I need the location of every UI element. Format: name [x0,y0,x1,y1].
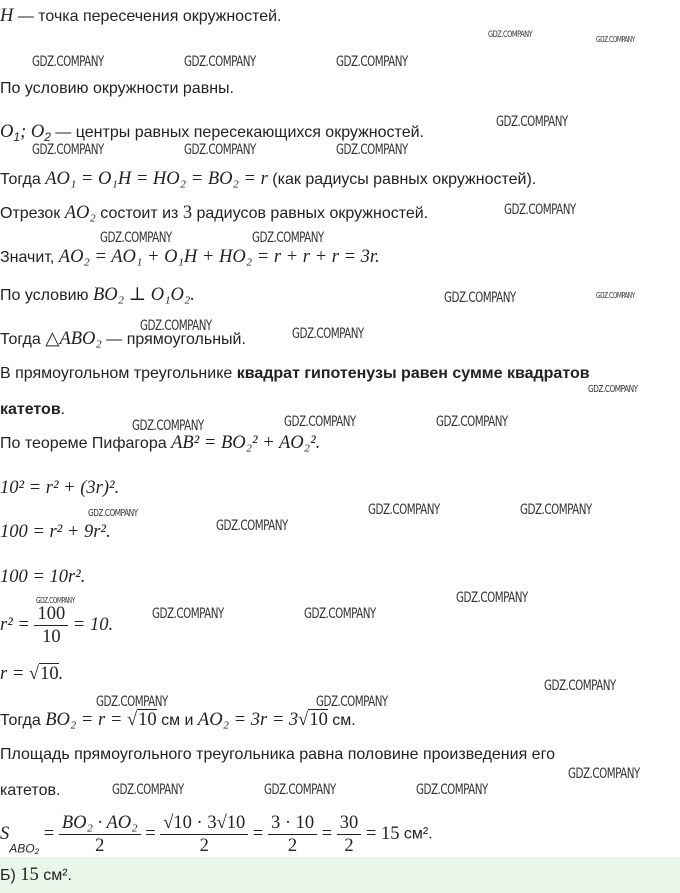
watermark: GDZ.COMPANY [368,502,440,518]
math: = 10. [68,615,114,635]
watermark: GDZ.COMPANY [184,54,256,70]
watermark: GDZ.COMPANY [336,142,408,158]
equation-5 [0,664,63,685]
text: см и [156,712,198,729]
math: = 15 [361,824,400,844]
math: 100 = 10r². [0,567,86,587]
text: В прямоугольном треугольнике [0,365,237,382]
watermark: GDZ.COMPANY [336,54,408,70]
text: Площадь прямоугольного треугольника равна половине произведения его [0,746,555,763]
line-area-rule-cont [0,782,60,800]
text: Тогда [0,712,46,729]
unit: см². [399,825,433,843]
subscript: ABO₂ [9,841,40,856]
watermark: GDZ.COMPANY [32,142,104,158]
watermark: GDZ.COMPANY [444,290,516,306]
math: r = √ [0,664,40,684]
equation-4 [0,603,113,648]
math: S [0,824,10,844]
fraction [337,812,362,857]
fraction [268,812,317,857]
text: (как радиусы равных окружностей). [267,171,537,188]
text: — центры равных пересекающихся окружностей. [50,124,424,141]
watermark: GDZ.COMPANY [596,291,635,300]
line-radii-equal [0,169,536,190]
watermark: GDZ.COMPANY [520,502,592,518]
sqrt-radicand: 10 [138,710,157,730]
equation-3 [0,567,85,588]
line-right-triangle [0,328,246,350]
watermark: GDZ.COMPANY [316,694,388,710]
math: AO₂ = 3r = 3√ [197,710,309,730]
fraction-numerator: 30 [337,812,362,835]
watermark: GDZ.COMPANY [456,590,528,606]
text: Тогда [0,331,46,348]
math: BO₂ = r = √ [45,710,138,730]
math: BO₂ ⊥ O₁O₂. [92,285,195,305]
math-number: 3 [182,203,193,223]
text: По условию [0,287,93,304]
math: AO₁ = O₁H = HO₂ = BO₂ = r [45,169,268,189]
watermark: GDZ.COMPANY [32,54,104,70]
line-leg-values [0,710,356,731]
fraction [34,603,68,648]
sqrt-radicand: 10 [40,664,59,684]
answer-label: Б) [0,867,21,884]
math: 10² = r² + (3r)². [0,478,120,498]
fraction-numerator: BO₂ · AO₂ [59,812,141,835]
text-bold: квадрат гипотенузы равен сумме квадратов [236,365,590,382]
math: = [39,824,59,844]
math: . [58,664,64,684]
watermark: GDZ.COMPANY [100,230,172,246]
watermark: GDZ.COMPANY [304,606,376,622]
text: По условию окружности равны. [0,80,234,97]
watermark: GDZ.COMPANY [568,766,640,782]
watermark: GDZ.COMPANY [588,384,638,395]
equation-area [0,812,433,857]
watermark: GDZ.COMPANY [292,326,364,342]
math: r² = [0,615,35,635]
text: . [60,401,66,418]
sqrt-radicand: 10 [309,710,328,730]
math: AO₂ [64,203,96,223]
watermark: GDZ.COMPANY [596,35,635,44]
math: ; O [20,122,45,142]
watermark: GDZ.COMPANY [88,508,138,519]
text: — точка пересечения окружностей. [13,8,282,25]
fraction-numerator: 3 · 10 [268,812,317,835]
line-segment [0,203,428,224]
text: см. [327,712,356,729]
watermark: GDZ.COMPANY [112,782,184,798]
equation-1 [0,478,119,499]
fraction [160,812,248,857]
watermark: GDZ.COMPANY [36,596,75,605]
line-pythagoras [0,433,320,454]
math: AO₂ = AO₁ + O₁H + HO₂ = r + r + r = 3r. [58,247,380,267]
text: радиусов равных окружностей. [192,205,429,222]
line-area-rule [0,746,555,764]
line-pythagoras-rule [0,365,590,383]
watermark: GDZ.COMPANY [496,114,568,130]
text: катетов. [0,782,61,799]
math: △ABO₂ [45,329,102,349]
watermark: GDZ.COMPANY [216,518,288,534]
text: По теореме Пифагора [0,435,172,452]
watermark: GDZ.COMPANY [436,414,508,430]
fraction-denominator: 2 [199,836,209,856]
watermark: GDZ.COMPANY [184,142,256,158]
fraction-numerator: 100 [34,603,68,626]
answer-unit: см². [38,867,72,884]
text: Отрезок [0,205,65,222]
answer-block [0,857,680,893]
line-h-definition [0,6,282,27]
line-perpendicular [0,284,195,306]
math: AB² = BO₂² + AO₂². [171,433,321,453]
math: = [140,824,161,844]
line-ao2-sum [0,247,380,268]
watermark: GDZ.COMPANY [504,202,576,218]
watermark: GDZ.COMPANY [252,230,324,246]
line-circles-equal [0,80,234,98]
math: = [317,824,337,844]
math: O [0,122,14,142]
equation-2 [0,522,111,543]
text: состоит из [95,205,183,222]
answer-line [0,865,72,886]
watermark: GDZ.COMPANY [416,782,488,798]
fraction-denominator: 10 [42,627,61,647]
watermark: GDZ.COMPANY [284,414,356,430]
fraction [59,812,141,857]
subscript: 1 [13,130,21,145]
fraction-numerator: √10 · 3√10 [160,812,248,835]
text: — прямоугольный. [101,331,246,348]
fraction-denominator: 2 [287,836,298,856]
text-bold: катетов [0,401,61,418]
answer-value: 15 [20,865,39,885]
text: Значит, [0,249,59,266]
watermark: GDZ.COMPANY [152,606,224,622]
watermark: GDZ.COMPANY [96,694,168,710]
watermark: GDZ.COMPANY [264,782,336,798]
line-pythagoras-rule-cont [0,401,65,419]
math-h: H [0,6,14,26]
math: = [248,824,268,844]
fraction-denominator: 2 [95,836,105,856]
subscript: 2 [44,130,51,145]
watermark: GDZ.COMPANY [132,418,204,434]
line-centers [0,122,424,144]
watermark: GDZ.COMPANY [140,318,212,334]
watermark: GDZ.COMPANY [544,678,616,694]
watermark: GDZ.COMPANY [488,30,533,40]
fraction-denominator: 2 [344,836,354,856]
math: 100 = r² + 9r². [0,522,111,542]
text: Тогда [0,171,46,188]
